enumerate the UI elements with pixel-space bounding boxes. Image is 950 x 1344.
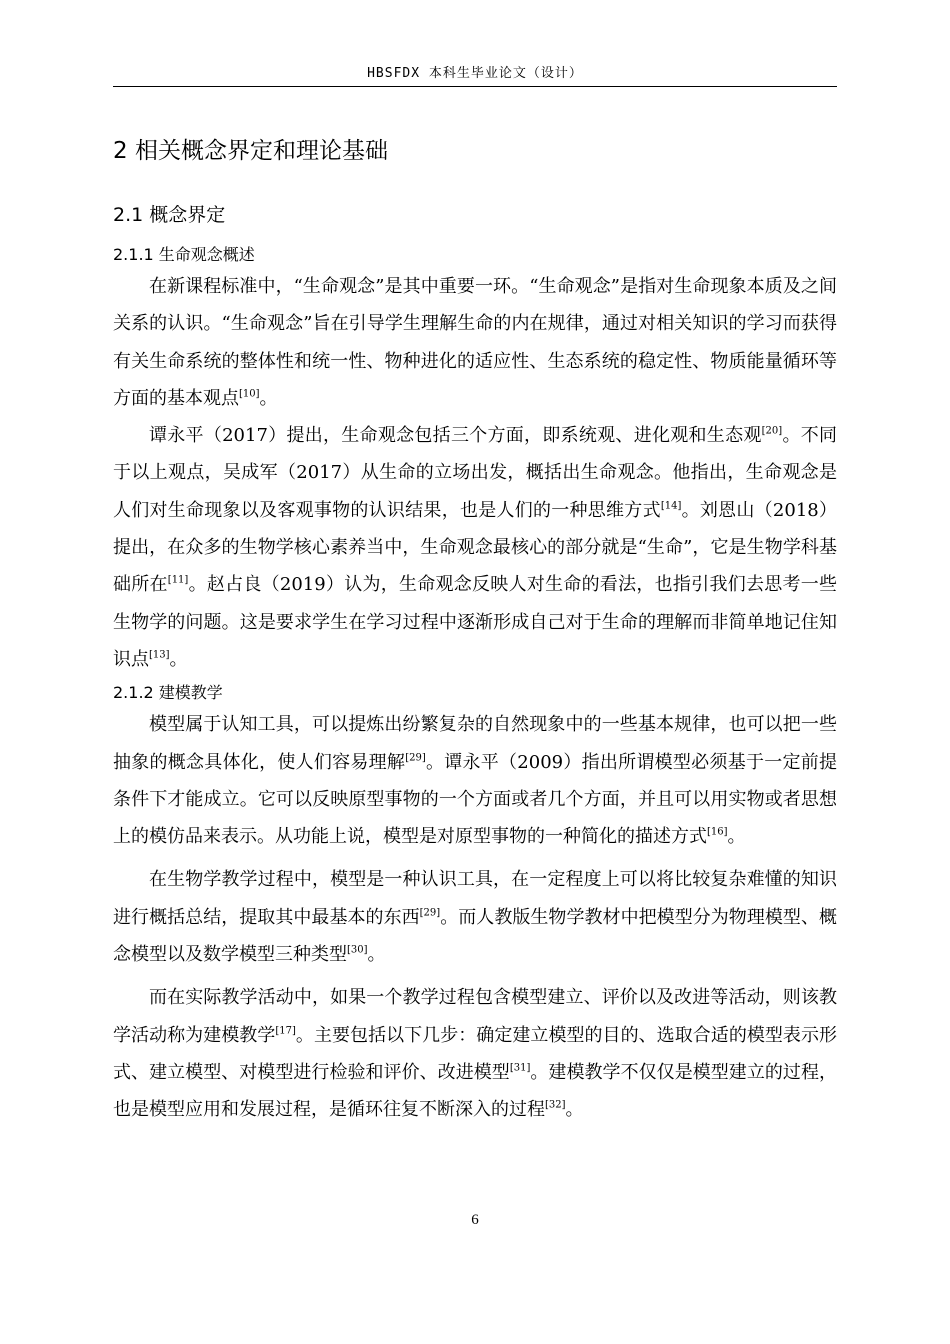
citation: [11] [167, 574, 189, 586]
running-header: HBSFDX 本科生毕业论文（设计） [113, 64, 837, 87]
section-heading-2-1: 2.1 概念界定 [113, 204, 226, 226]
paragraph-text: 。 [169, 648, 188, 670]
paragraph-text: 。 [727, 826, 746, 848]
page-number: 6 [471, 1212, 479, 1228]
paragraph-model-in-teaching [113, 861, 837, 973]
paragraph-text: 。 [367, 944, 386, 966]
paragraph-text: 。谭永平（2009）指出所谓模型必须基于一定前提条件下才能成立。它可以反映原型事物的一个方面或者几个方面，并且可以用实物或者思想上的模仿品来表示。从功能上说，模型是对原型事物的一种简化的描述方式 [113, 751, 838, 848]
paragraph-text: 。而人教版生物学教材中把模型分为物理模型、概念模型以及数学模型三种类型 [113, 906, 837, 966]
citation: [30] [347, 944, 368, 956]
paragraph-text: 在生物学教学过程中，模型是一种认识工具，在一定程度上可以将比较复杂难懂的知识进行概括总结，提取其中最基本的东西 [113, 869, 837, 928]
paragraph-text: 谭永平（2017）提出，生命观念包括三个方面，即系统观、进化观和生态观 [149, 425, 762, 447]
chapter-title: 2 相关概念界定和理论基础 [113, 138, 388, 164]
paragraph-text: 。 [565, 1099, 584, 1121]
citation: [14] [660, 500, 682, 512]
citation: [20] [761, 425, 783, 437]
paragraph-text: 而在实际教学活动中，如果一个教学过程包含模型建立、评价以及改进等活动，则该教学活动称为建模教学 [113, 987, 837, 1046]
paragraph-text: 。刘恩山（2018）提出，在众多的生物学核心素养当中，生命观念最核心的部分就是“生命”，它是生物学科基础所在 [113, 499, 837, 596]
paragraph-text: 在新课程标准中，“生命观念”是其中重要一环。“生命观念”是指对生命现象本质及之间关系的认识。“生命观念”旨在引导学生理解生命的内在规律，通过对相关知识的学习而获得有关生命系统的整体性和统一性、物种进化的适应性、生态系统的稳定性、物质能量循环等方面的基本观点 [113, 276, 837, 409]
citation: [31] [509, 1062, 531, 1074]
paragraph-life-concept-definition [113, 268, 837, 417]
citation: [29] [405, 752, 426, 764]
paragraph-model-definition [113, 706, 837, 855]
citation: [29] [419, 907, 441, 919]
paragraph-modeling-teaching [113, 979, 837, 1128]
citation: [16] [707, 826, 728, 838]
citation: [13] [149, 649, 170, 661]
citation: [10] [239, 388, 260, 400]
page-content [113, 130, 837, 1129]
paragraph-life-concept-views [113, 417, 837, 678]
subsection-heading-2-1-2: 2.1.2 建模教学 [113, 683, 223, 703]
paragraph-text: 。不同于以上观点，吴成军（2017）从生命的立场出发，概括出生命观念。他指出，生命观念是人们对生命现象以及客观事物的认识结果，也是人们的一种思维方式 [113, 425, 837, 521]
paragraph-text: 。 [259, 387, 278, 409]
paragraph-text: 。建模教学不仅仅是模型建立的过程，也是模型应用和发展过程，是循环往复不断深入的过程 [113, 1061, 837, 1121]
paragraph-text: 。主要包括以下几步：确定建立模型的目的、选取合适的模型表示形式、建立模型、对模型进行检验和评价、改进模型 [113, 1024, 838, 1083]
citation: [17] [275, 1025, 296, 1037]
subsection-heading-2-1-1: 2.1.1 生命观念概述 [113, 245, 255, 264]
paragraph-text: 。赵占良（2019）认为，生命观念反映人对生命的看法，也指引我们去思考一些生物学的问题。这是要求学生在学习过程中逐渐形成自己对于生命的理解而非简单地记住知识点 [113, 574, 838, 670]
paragraph-text: 模型属于认知工具，可以提炼出纷繁复杂的自然现象中的一些基本规律，也可以把一些抽象的概念具体化，使人们容易理解 [113, 714, 837, 773]
citation: [32] [545, 1099, 566, 1111]
